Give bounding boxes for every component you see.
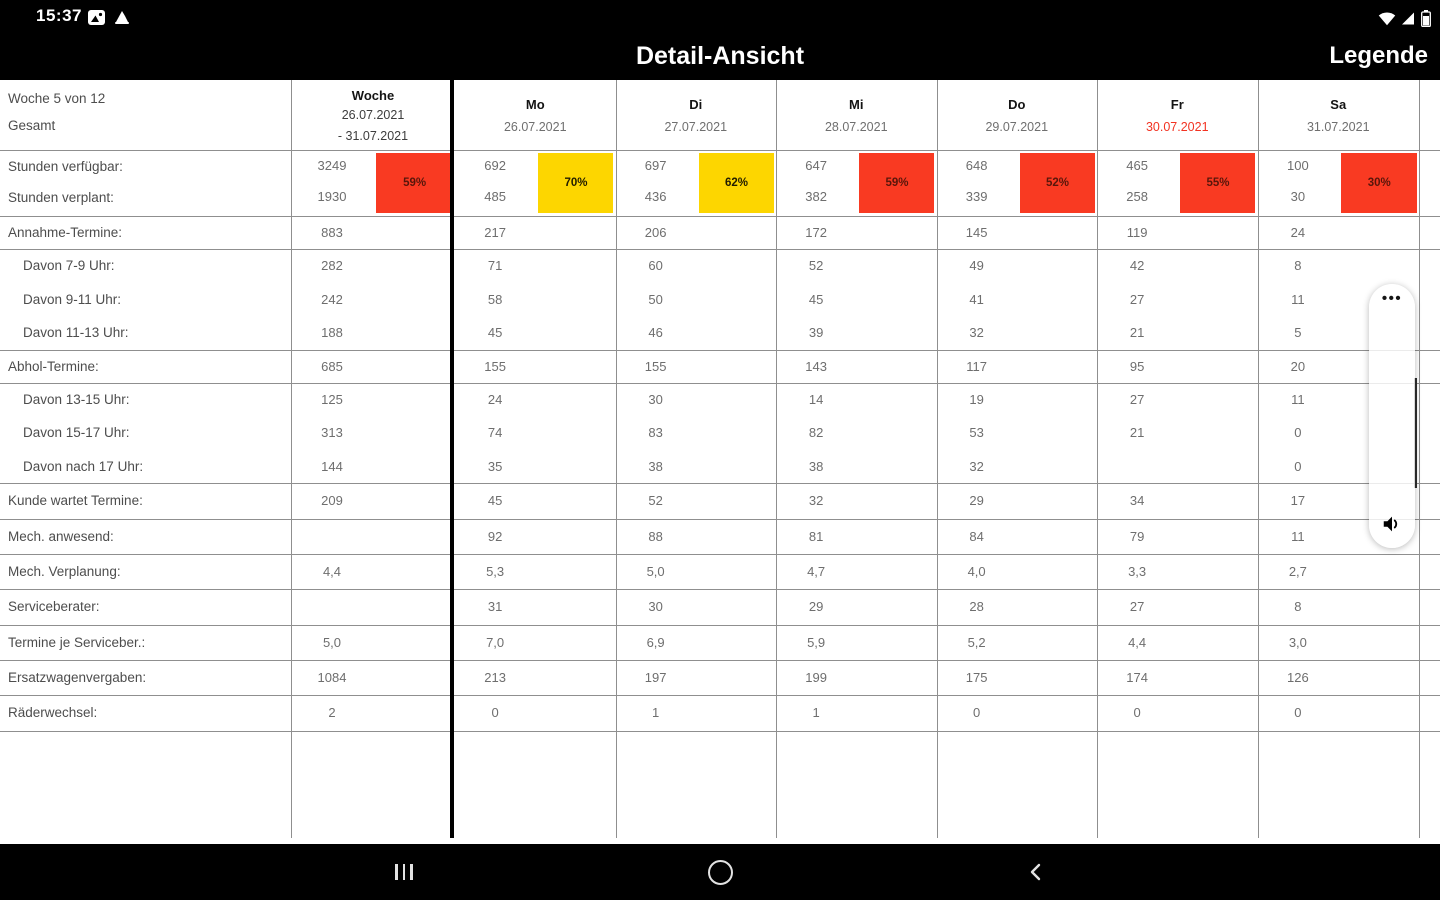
table-cell: 11 [1291, 392, 1305, 407]
row-label: Davon nach 17 Uhr: [23, 458, 144, 474]
table-cell: 883 [321, 225, 343, 240]
table-cell: 119 [1126, 225, 1148, 240]
column-header: Fr [1170, 97, 1184, 112]
photo-status-icon [88, 10, 105, 30]
row-label: Kunde wartet Termine: [8, 493, 143, 509]
table-cell: 117 [966, 358, 987, 374]
table-cell: 0 [1294, 458, 1302, 474]
grid-vline [1419, 80, 1420, 838]
capacity-available-value: 100 [1287, 158, 1309, 173]
column-header: Mo [525, 97, 545, 112]
wifi-icon [1378, 11, 1396, 31]
page-title: Detail-Ansicht [635, 42, 805, 70]
navigation-bar [0, 844, 1440, 900]
table-cell: 197 [644, 669, 667, 685]
row-label: Mech. anwesend: [8, 528, 114, 544]
capacity-available-value: 692 [484, 158, 506, 173]
table-cell: 32 [969, 325, 984, 341]
back-button[interactable] [1006, 844, 1066, 900]
row-label: Mech. Verplanung: [8, 563, 121, 579]
table-cell: 188 [321, 325, 343, 341]
table-cell: 27 [1129, 599, 1145, 615]
table-cell: 52 [808, 258, 824, 274]
grid-hline [0, 625, 1440, 626]
capacity-planned-value: 436 [644, 189, 667, 204]
capacity-planned-value: 339 [965, 189, 988, 204]
grid-hline [0, 383, 1440, 384]
table-cell: 0 [1294, 705, 1302, 721]
table-cell: 217 [484, 225, 506, 240]
column-header-date: 29.07.2021 [985, 120, 1049, 134]
grid-hline [0, 483, 1440, 484]
table-cell: 81 [808, 528, 824, 544]
row-label: Stunden verfügbar: [8, 159, 123, 174]
table-cell: 5,0 [646, 563, 665, 579]
utilization-badge: 70% [538, 153, 613, 213]
capacity-planned-value: 258 [1126, 189, 1148, 204]
table-cell: 27 [1129, 392, 1145, 407]
table-cell: 14 [808, 392, 824, 407]
row-label: Stunden verplant: [8, 190, 114, 205]
table-cell: 199 [805, 669, 827, 685]
week-info-line: Woche 5 von 12 [8, 91, 106, 106]
capacity-available-value: 648 [965, 158, 988, 173]
table-cell: 1084 [317, 669, 347, 685]
grid-hline [0, 350, 1440, 351]
floating-toolbar [1369, 284, 1415, 548]
utilization-badge: 59% [859, 153, 934, 213]
table-cell: 17 [1290, 493, 1306, 509]
home-button[interactable] [690, 844, 750, 900]
grid-vline [616, 80, 617, 838]
table-cell: 24 [487, 392, 503, 407]
capacity-available-value: 697 [644, 158, 667, 173]
table-cell: 83 [648, 425, 663, 441]
table-cell: 0 [1133, 705, 1141, 721]
table-cell: 2 [328, 705, 336, 721]
utilization-badge: 30% [1341, 153, 1417, 213]
grid-hline [0, 150, 1440, 151]
grid-hline [0, 731, 1440, 732]
table-cell: 125 [321, 392, 343, 407]
table-cell: 35 [487, 458, 503, 474]
table-cell: 20 [1290, 358, 1306, 374]
table-cell: 4,4 [1128, 634, 1147, 650]
table-cell: 7,0 [486, 634, 505, 650]
table-cell: 4,0 [967, 563, 986, 579]
table-cell: 172 [805, 225, 827, 240]
table-cell: 5,2 [967, 634, 986, 650]
table-cell: 21 [1129, 325, 1145, 341]
table-cell: 11 [1291, 528, 1305, 544]
table-cell: 45 [487, 493, 503, 509]
table-cell: 24 [1290, 225, 1306, 240]
column-header: Mi [849, 97, 864, 112]
row-label: Davon 13-15 Uhr: [23, 392, 130, 407]
table-cell: 53 [969, 425, 984, 441]
table-cell: 52 [648, 493, 663, 509]
grid-hline [0, 554, 1440, 555]
row-label: Davon 9-11 Uhr: [23, 291, 122, 307]
table-cell: 6,9 [646, 634, 665, 650]
column-header-date: 26.07.2021 [503, 120, 567, 134]
row-label: Räderwechsel: [8, 705, 98, 721]
table-cell: 3,3 [1128, 563, 1147, 579]
table-cell: 126 [1287, 669, 1309, 685]
row-label: Abhol-Termine: [8, 358, 99, 374]
grid-hline [0, 695, 1440, 696]
week-info-line: Gesamt [8, 118, 56, 133]
grid-vline [937, 80, 938, 838]
column-header-date: - 31.07.2021 [337, 129, 409, 143]
column-header-date: 28.07.2021 [824, 120, 888, 134]
table-cell: 79 [1129, 528, 1145, 544]
table-cell: 41 [969, 291, 984, 307]
table-cell: 74 [487, 425, 503, 441]
table-cell: 29 [969, 493, 984, 509]
table-cell: 42 [1129, 258, 1145, 274]
table-cell: 5,9 [807, 634, 826, 650]
table-cell: 145 [965, 225, 988, 240]
recents-button[interactable] [374, 844, 434, 900]
utilization-badge: 62% [699, 153, 774, 213]
column-header: Do [1008, 97, 1026, 112]
home-circle-icon [708, 860, 733, 885]
table-cell: 4,7 [807, 563, 826, 579]
table-cell: 30 [648, 599, 663, 615]
table-cell: 34 [1129, 493, 1145, 509]
column-header: Woche [351, 88, 395, 103]
table-cell: 143 [805, 358, 827, 374]
table-cell: 45 [808, 291, 824, 307]
column-header-date: 31.07.2021 [1306, 120, 1370, 134]
table-cell: 144 [321, 458, 343, 474]
table-cell: 49 [969, 258, 984, 274]
grid-hline [0, 519, 1440, 520]
capacity-planned-value: 30 [1290, 189, 1306, 204]
column-header: Di [689, 97, 703, 112]
table-cell: 0 [973, 705, 981, 721]
table-cell: 58 [487, 291, 503, 307]
table-cell: 155 [484, 358, 506, 374]
grid-hline [0, 249, 1440, 250]
table-cell: 4,4 [322, 563, 342, 579]
table-cell: 206 [644, 225, 667, 240]
capacity-available-value: 647 [805, 158, 827, 173]
table-cell: 38 [648, 458, 663, 474]
table-cell: 5,3 [486, 563, 505, 579]
table-cell: 1 [652, 705, 660, 721]
grid-hline [0, 216, 1440, 217]
utilization-badge: 55% [1180, 153, 1255, 213]
row-label: Davon 11-13 Uhr: [23, 325, 129, 341]
table-cell: 11 [1291, 291, 1305, 307]
table-cell: 30 [648, 392, 663, 407]
table-cell: 8 [1294, 258, 1302, 274]
grid-vline [291, 80, 292, 838]
row-label: Davon 7-9 Uhr: [23, 258, 115, 274]
column-header-date: 30.07.2021 [1145, 120, 1209, 134]
table-cell: 60 [648, 258, 663, 274]
grid-vline [1258, 80, 1259, 838]
utilization-badge: 52% [1020, 153, 1095, 213]
table-cell: 0 [491, 705, 499, 721]
table-cell: 92 [487, 528, 503, 544]
grid-hline [0, 660, 1440, 661]
table-cell: 46 [648, 325, 663, 341]
table-cell: 45 [487, 325, 503, 341]
capacity-planned-value: 1930 [317, 189, 347, 204]
row-label: Davon 15-17 Uhr: [23, 425, 130, 441]
signal-icon [1400, 11, 1416, 31]
table-cell: 32 [969, 458, 984, 474]
table-cell: 88 [648, 528, 663, 544]
capacity-planned-value: 382 [805, 189, 827, 204]
table-cell: 71 [487, 258, 503, 274]
table-cell: 28 [969, 599, 984, 615]
clock: 15:37 [36, 6, 82, 25]
table-cell: 5 [1294, 325, 1302, 341]
column-header: Sa [1330, 97, 1347, 112]
row-label: Annahme-Termine: [8, 225, 123, 240]
week-divider-line [450, 80, 454, 838]
utilization-badge: 59% [376, 153, 453, 213]
table-cell: 155 [644, 358, 667, 374]
table-cell: 31 [487, 599, 503, 615]
table-cell: 5,0 [322, 634, 342, 650]
capacity-available-value: 3249 [317, 158, 347, 173]
table-cell: 50 [648, 291, 663, 307]
table-cell: 313 [321, 425, 343, 441]
table-cell: 213 [484, 669, 506, 685]
row-label: Serviceberater: [8, 599, 100, 615]
table-cell: 242 [321, 291, 343, 307]
table-cell: 0 [1294, 425, 1302, 441]
row-label: Ersatzwagenvergaben: [8, 669, 147, 685]
table-cell: 39 [808, 325, 824, 341]
table-cell: 282 [321, 258, 343, 274]
more-options-icon[interactable]: ••• [1381, 290, 1403, 307]
table-cell: 27 [1129, 291, 1145, 307]
table-cell: 19 [969, 392, 984, 407]
table-cell: 21 [1129, 425, 1145, 441]
table-cell: 95 [1129, 358, 1145, 374]
volume-icon[interactable] [1381, 513, 1403, 540]
table-cell: 32 [808, 493, 824, 509]
table-cell: 8 [1294, 599, 1302, 615]
grid-vline [776, 80, 777, 838]
table-cell: 29 [808, 599, 824, 615]
table-cell: 38 [808, 458, 824, 474]
grid-vline [1097, 80, 1098, 838]
table-cell: 2,7 [1288, 563, 1307, 579]
grid-hline [0, 589, 1440, 590]
table-cell: 209 [321, 493, 343, 509]
column-header-date: 27.07.2021 [664, 120, 728, 134]
capacity-planned-value: 485 [484, 189, 506, 204]
legend-button[interactable]: Legende [1329, 42, 1428, 69]
capacity-available-value: 465 [1126, 158, 1148, 173]
table-cell: 3,0 [1288, 634, 1307, 650]
table-cell: 175 [965, 669, 988, 685]
back-chevron-icon [1024, 860, 1048, 884]
top-bar [0, 0, 1440, 80]
table-cell: 685 [321, 358, 343, 374]
column-header-date: 26.07.2021 [341, 108, 405, 122]
table-cell: 82 [808, 425, 824, 441]
table-cell: 174 [1126, 669, 1148, 685]
row-label: Termine je Serviceber.: [8, 634, 146, 650]
notification-status-icon [114, 10, 130, 30]
table-cell: 84 [969, 528, 984, 544]
battery-icon [1421, 10, 1431, 32]
table-cell: 1 [812, 705, 820, 721]
